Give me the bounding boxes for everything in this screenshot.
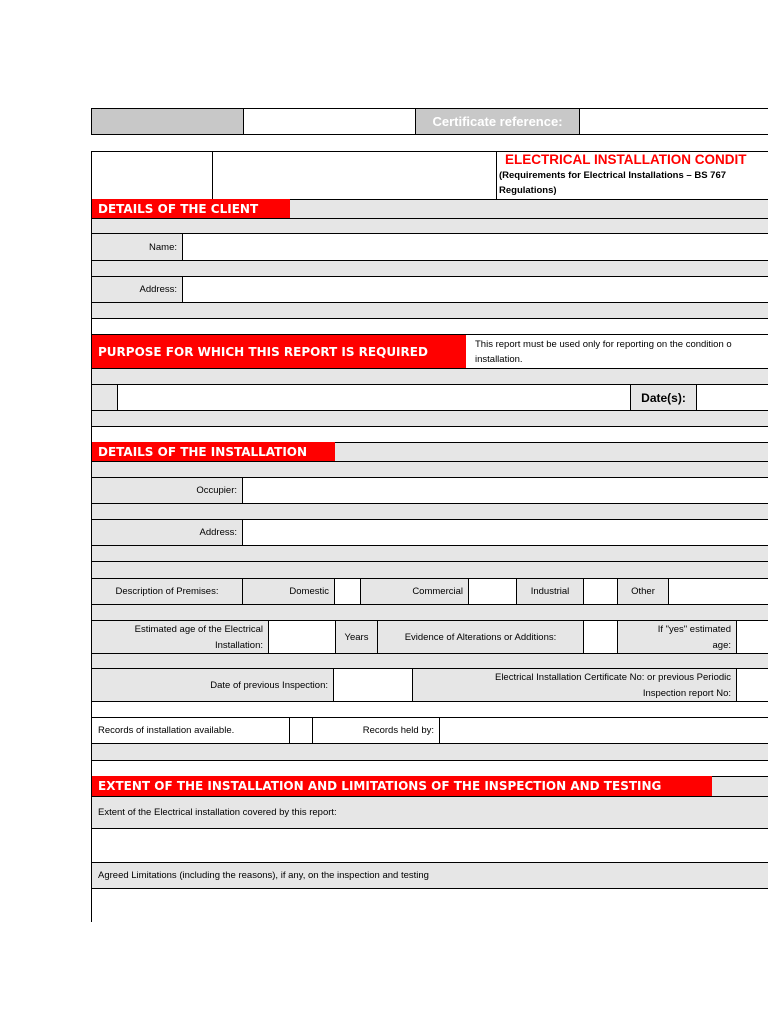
subtitle-line-2: Regulations) <box>499 185 557 196</box>
certificate-reference-input[interactable] <box>580 109 768 134</box>
previous-inspection-label: Date of previous Inspection: <box>92 669 334 701</box>
records-held-input[interactable] <box>440 718 768 743</box>
purpose-section-title: PURPOSE FOR WHICH THIS REPORT IS REQUIRED <box>92 334 466 368</box>
estimated-age-input[interactable] <box>269 621 336 653</box>
installation-address-row <box>92 519 768 545</box>
alterations-checkbox[interactable] <box>584 621 618 653</box>
certificate-reference-label: Certificate reference: <box>416 109 580 134</box>
certificate-reference-bar <box>91 108 768 135</box>
dates-input[interactable] <box>697 385 768 410</box>
spacer-row <box>92 503 768 519</box>
certificate-number-input[interactable] <box>737 669 768 701</box>
limitations-input[interactable] <box>92 888 768 922</box>
premises-label: Description of Premises: <box>92 579 243 604</box>
records-available-checkbox[interactable] <box>290 718 313 743</box>
extent-label: Extent of the Electrical installation covered by this report: <box>98 807 337 818</box>
spacer-row <box>92 743 768 760</box>
header-blank-cell <box>213 152 497 199</box>
industrial-label: Industrial <box>517 579 584 604</box>
installation-address-label: Address: <box>92 520 243 545</box>
client-address-label: Address: <box>92 277 183 302</box>
previous-inspection-input[interactable] <box>334 669 413 701</box>
form-frame <box>91 151 768 922</box>
client-name-input[interactable] <box>183 234 768 260</box>
client-name-label: Name: <box>92 234 183 260</box>
if-yes-age-input[interactable] <box>737 621 768 653</box>
spacer-row <box>92 426 768 442</box>
spacer-row <box>92 604 768 620</box>
occupier-label: Occupier: <box>92 478 243 503</box>
extent-input[interactable] <box>92 828 768 862</box>
if-yes-label <box>618 621 737 653</box>
if-yes-label-line-2: age: <box>712 640 731 651</box>
extent-section-title: EXTENT OF THE INSTALLATION AND LIMITATIONS OF THE INSPECTION AND TESTING <box>92 776 712 796</box>
subtitle-line-1: (Requirements for Electrical Installations – BS 767 <box>499 170 727 181</box>
commercial-checkbox[interactable] <box>469 579 517 604</box>
estimated-age-label-line-1: Estimated age of the Electrical <box>134 624 263 635</box>
client-section-title: DETAILS OF THE CLIENT <box>92 199 290 218</box>
spacer-row <box>92 461 768 477</box>
installation-address-input[interactable] <box>243 520 768 545</box>
limitations-label-row <box>92 862 768 888</box>
if-yes-label-line-1: If "yes" estimated <box>657 624 731 635</box>
spacer-row <box>92 260 768 276</box>
spacer-row <box>92 410 768 426</box>
estimated-age-label <box>92 621 269 653</box>
client-name-row <box>92 233 768 260</box>
purpose-row <box>92 384 768 410</box>
alterations-label: Evidence of Alterations or Additions: <box>378 621 584 653</box>
purpose-input[interactable] <box>118 385 631 410</box>
premises-row <box>92 578 768 604</box>
purpose-row-marker <box>92 385 118 410</box>
age-row <box>92 620 768 653</box>
previous-inspection-row <box>92 668 768 701</box>
spacer-row <box>92 545 768 561</box>
logo-cell <box>92 152 213 199</box>
spacer-row <box>92 368 768 384</box>
spacer-row <box>92 302 768 318</box>
spacer-row <box>92 561 768 578</box>
occupier-row <box>92 477 768 503</box>
occupier-input[interactable] <box>243 478 768 503</box>
spacer-row <box>92 318 768 334</box>
page-subtitle <box>499 168 768 198</box>
limitations-label: Agreed Limitations (including the reasons), if any, on the inspection and testing <box>98 870 429 881</box>
industrial-checkbox[interactable] <box>584 579 618 604</box>
spacer-row <box>92 701 768 717</box>
purpose-note <box>466 334 768 368</box>
installation-section-title: DETAILS OF THE INSTALLATION <box>92 442 335 461</box>
reference-grey-cell <box>92 109 244 134</box>
domestic-label: Domestic <box>243 579 335 604</box>
records-available-label: Records of installation available. <box>92 718 290 743</box>
domestic-checkbox[interactable] <box>335 579 361 604</box>
extent-label-row <box>92 796 768 828</box>
commercial-label: Commercial <box>361 579 469 604</box>
spacer-row <box>92 653 768 668</box>
page-title: ELECTRICAL INSTALLATION CONDIT <box>505 152 747 167</box>
estimated-age-label-line-2: Installation: <box>214 640 263 651</box>
certificate-number-label <box>413 669 737 701</box>
spacer-row <box>92 760 768 776</box>
records-row <box>92 717 768 743</box>
spacer-row <box>92 218 768 233</box>
client-address-input[interactable] <box>183 277 768 302</box>
dates-label: Date(s): <box>631 385 697 410</box>
other-input[interactable] <box>669 579 768 604</box>
other-label: Other <box>618 579 669 604</box>
records-held-label: Records held by: <box>313 718 440 743</box>
client-address-row <box>92 276 768 302</box>
certificate-number-label-line-2: Inspection report No: <box>642 688 731 699</box>
purpose-note-line-2: installation. <box>475 354 523 365</box>
certificate-number-label-line-1: Electrical Installation Certificate No: or previous Periodic <box>494 672 731 683</box>
years-label: Years <box>336 621 378 653</box>
purpose-note-line-1: This report must be used only for reporting on the condition o <box>475 339 732 350</box>
reference-blank-field[interactable] <box>244 109 416 134</box>
